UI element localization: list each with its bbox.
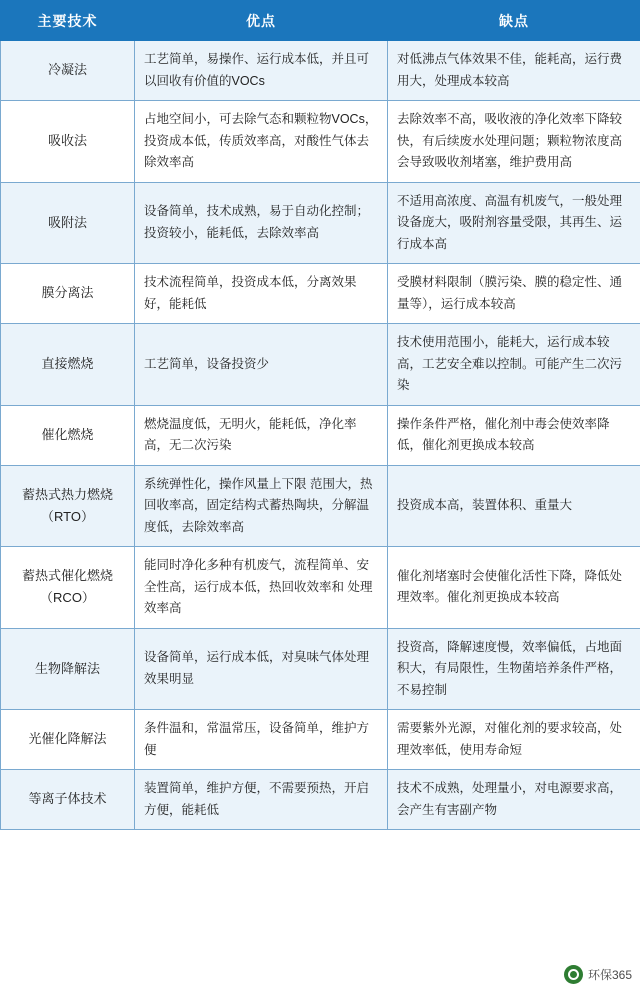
cell-technology: 直接燃烧 [1, 324, 135, 406]
table-row [1, 710, 640, 770]
cell-disadvantages: 投资高，降解速度慢，效率偏低，占地面积大，有局限性，生物菌培养条件严格，不易控制 [388, 628, 640, 710]
cell-advantages: 条件温和，常温常压，设备简单，维护方便 [135, 710, 388, 770]
table-row [1, 182, 640, 264]
cell-technology: 催化燃烧 [1, 405, 135, 465]
cell-advantages: 设备简单，运行成本低，对臭味气体处理效果明显 [135, 628, 388, 710]
cell-advantages: 能同时净化多种有机废气，流程简单、安全性高，运行成本低，热回收效率和 处理效率高 [135, 547, 388, 629]
table-row [1, 405, 640, 465]
cell-disadvantages: 需要紫外光源，对催化剂的要求较高，处理效率低，使用寿命短 [388, 710, 640, 770]
cell-disadvantages: 技术使用范围小，能耗大，运行成本较高，工艺安全难以控制。可能产生二次污染 [388, 324, 640, 406]
cell-advantages: 工艺简单，设备投资少 [135, 324, 388, 406]
cell-technology: 光催化降解法 [1, 710, 135, 770]
column-header-disadvantages: 缺点 [388, 1, 640, 41]
cell-disadvantages: 去除效率不高，吸收液的净化效率下降较快，有后续废水处理问题；颗粒物浓度高会导致吸收剂堵塞，维护费用高 [388, 101, 640, 183]
cell-disadvantages: 对低沸点气体效果不佳，能耗高，运行费用大，处理成本较高 [388, 41, 640, 101]
cell-disadvantages: 不适用高浓度、高温有机废气，一般处理设备庞大，吸附剂容量受限，其再生、运行成本高 [388, 182, 640, 264]
table-row [1, 41, 640, 101]
cell-technology: 吸附法 [1, 182, 135, 264]
table-body [1, 41, 640, 830]
cell-technology: 吸收法 [1, 101, 135, 183]
cell-advantages: 占地空间小，可去除气态和颗粒物VOCs，投资成本低，传质效率高，对酸性气体去除效率高 [135, 101, 388, 183]
table-row [1, 628, 640, 710]
column-header-technology: 主要技术 [1, 1, 135, 41]
cell-disadvantages: 受膜材料限制（膜污染、膜的稳定性、通量等），运行成本较高 [388, 264, 640, 324]
table-row [1, 264, 640, 324]
cell-advantages: 装置简单，维护方便，不需要预热，开启方便，能耗低 [135, 770, 388, 830]
cell-disadvantages: 投资成本高，装置体积、重量大 [388, 465, 640, 547]
cell-technology: 蓄热式催化燃烧（RCO） [1, 547, 135, 629]
table-row [1, 324, 640, 406]
cell-advantages: 工艺简单，易操作、运行成本低，并且可以回收有价值的VOCs [135, 41, 388, 101]
brand-watermark [564, 963, 632, 985]
cell-disadvantages: 技术不成熟，处理量小，对电源要求高，会产生有害副产物 [388, 770, 640, 830]
cell-disadvantages: 操作条件严格，催化剂中毒会使效率降低，催化剂更换成本较高 [388, 405, 640, 465]
cell-advantages: 设备简单，技术成熟，易于自动化控制；投资较小，能耗低，去除效率高 [135, 182, 388, 264]
table-row [1, 101, 640, 183]
table-row [1, 770, 640, 830]
cell-advantages: 技术流程简单，投资成本低，分离效果好，能耗低 [135, 264, 388, 324]
leaf-circle-icon [564, 965, 583, 984]
cell-disadvantages: 催化剂堵塞时会使催化活性下降，降低处理效率。催化剂更换成本较高 [388, 547, 640, 629]
column-header-advantages: 优点 [135, 1, 388, 41]
cell-technology: 蓄热式热力燃烧（RTO） [1, 465, 135, 547]
table-header-row [1, 1, 640, 41]
brand-name: 环保365 [587, 967, 632, 982]
cell-technology: 生物降解法 [1, 628, 135, 710]
cell-technology: 膜分离法 [1, 264, 135, 324]
cell-technology: 等离子体技术 [1, 770, 135, 830]
cell-advantages: 燃烧温度低，无明火，能耗低，净化率高，无二次污染 [135, 405, 388, 465]
table-header [1, 1, 640, 41]
table-row [1, 465, 640, 547]
table-row [1, 547, 640, 629]
cell-technology: 冷凝法 [1, 41, 135, 101]
cell-advantages: 系统弹性化，操作风量上下限 范围大，热回收率高，固定结构式蓄热陶块，分解温度低，去除效率高 [135, 465, 388, 547]
